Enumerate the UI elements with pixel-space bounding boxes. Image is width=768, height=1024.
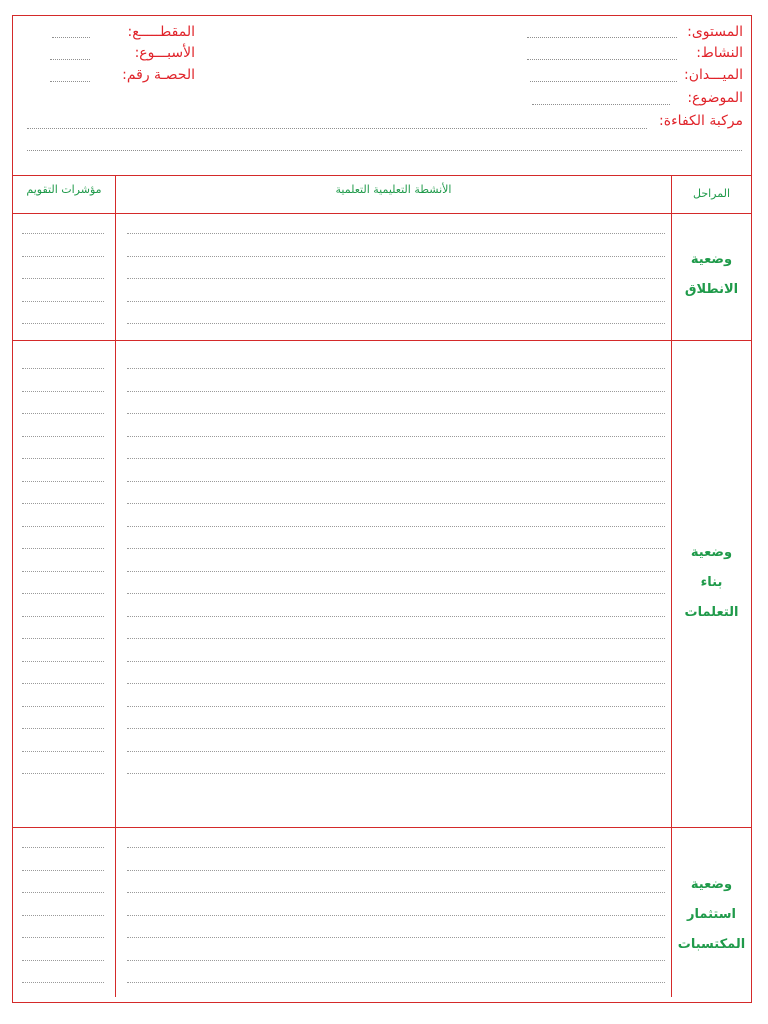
topic-fill-line — [532, 104, 670, 105]
stage-investment-line3: المكتسبات — [677, 937, 746, 952]
indicator-write-line — [22, 256, 104, 257]
activity-write-line — [127, 548, 665, 549]
level-label: المستوى: — [687, 24, 743, 40]
indicator-write-line — [22, 458, 104, 459]
activity-write-line — [127, 870, 665, 871]
indicator-write-line — [22, 368, 104, 369]
activity-write-line — [127, 593, 665, 594]
field-fill-line — [530, 81, 677, 82]
stage-investment — [672, 870, 751, 960]
segment-label: المقطـــــع: — [127, 24, 195, 40]
indicator-write-line — [22, 937, 104, 938]
col-header-activities: الأنشطة التعليمية التعلمية — [335, 183, 452, 196]
week-fill-line — [50, 59, 90, 60]
segment-fill-line — [52, 37, 90, 38]
activity-write-line — [127, 481, 665, 482]
col-header-indicators: مؤشرات التقويم — [26, 183, 102, 196]
activity-label: النشاط: — [696, 45, 743, 61]
activity-write-line — [127, 368, 665, 369]
indicator-write-line — [22, 706, 104, 707]
activity-write-line — [127, 683, 665, 684]
indicator-write-line — [22, 301, 104, 302]
activity-write-line — [127, 661, 665, 662]
activity-write-line — [127, 323, 665, 324]
activity-write-line — [127, 960, 665, 961]
stage-investment-line2: استثمار — [687, 907, 736, 922]
activity-write-line — [127, 391, 665, 392]
stage-build-line1: وضعية — [690, 545, 733, 560]
indicator-write-line — [22, 436, 104, 437]
activity-write-line — [127, 278, 665, 279]
row2-border — [12, 827, 752, 828]
indicator-write-line — [22, 773, 104, 774]
activity-write-line — [127, 301, 665, 302]
indicator-write-line — [22, 683, 104, 684]
activity-write-line — [127, 233, 665, 234]
activity-write-line — [127, 413, 665, 414]
indicator-write-line — [22, 571, 104, 572]
activity-write-line — [127, 773, 665, 774]
level-fill-line — [527, 37, 677, 38]
indicator-write-line — [22, 847, 104, 848]
stage-launch-line2: الانطلاق — [684, 282, 739, 297]
stage-build-line3: التعلمات — [684, 605, 739, 620]
stage-launch — [672, 245, 751, 305]
indicator-write-line — [22, 323, 104, 324]
indicator-write-line — [22, 616, 104, 617]
session-fill-line — [50, 81, 90, 82]
session-label: الحصـة رقم: — [122, 67, 195, 83]
activity-write-line — [127, 526, 665, 527]
field-label: الميـــدان: — [683, 67, 743, 83]
activity-write-line — [127, 915, 665, 916]
activity-write-line — [127, 706, 665, 707]
activity-write-line — [127, 937, 665, 938]
activity-write-line — [127, 503, 665, 504]
indicator-write-line — [22, 751, 104, 752]
col-header-stages: المراحل — [692, 187, 731, 200]
indicator-write-line — [22, 982, 104, 983]
indicator-write-line — [22, 526, 104, 527]
indicator-write-line — [22, 481, 104, 482]
activity-write-line — [127, 982, 665, 983]
indicator-write-line — [22, 638, 104, 639]
competency-label: مركبة الكفاءة: — [659, 113, 743, 129]
row1-border — [12, 340, 752, 341]
activity-write-line — [127, 436, 665, 437]
indicator-write-line — [22, 503, 104, 504]
stage-build-line2: بناء — [700, 575, 723, 590]
indicator-write-line — [22, 593, 104, 594]
header-row-border — [12, 213, 752, 214]
indicator-write-line — [22, 870, 104, 871]
activity-write-line — [127, 256, 665, 257]
indicator-write-line — [22, 391, 104, 392]
activity-fill-line — [527, 59, 677, 60]
indicator-write-line — [22, 892, 104, 893]
activity-write-line — [127, 847, 665, 848]
indicator-write-line — [22, 960, 104, 961]
activity-write-line — [127, 458, 665, 459]
week-label: الأسبـــوع: — [134, 45, 195, 61]
activity-write-line — [127, 571, 665, 572]
indicator-write-line — [22, 728, 104, 729]
competency-fill-line — [27, 128, 647, 129]
activity-write-line — [127, 616, 665, 617]
extra-fill-line — [27, 150, 742, 151]
indicator-write-line — [22, 661, 104, 662]
topic-label: الموضوع: — [687, 90, 743, 106]
activity-write-line — [127, 728, 665, 729]
activity-write-line — [127, 892, 665, 893]
table-top-border — [12, 175, 752, 176]
indicator-write-line — [22, 915, 104, 916]
stage-investment-line1: وضعية — [690, 877, 733, 892]
activity-write-line — [127, 638, 665, 639]
indicator-write-line — [22, 548, 104, 549]
indicator-write-line — [22, 278, 104, 279]
activity-write-line — [127, 751, 665, 752]
stage-launch-line1: وضعية — [690, 252, 733, 267]
indicator-write-line — [22, 233, 104, 234]
indicator-write-line — [22, 413, 104, 414]
stage-build — [672, 538, 751, 628]
lesson-sheet-frame — [12, 15, 752, 1003]
col-divider-left — [115, 175, 116, 997]
